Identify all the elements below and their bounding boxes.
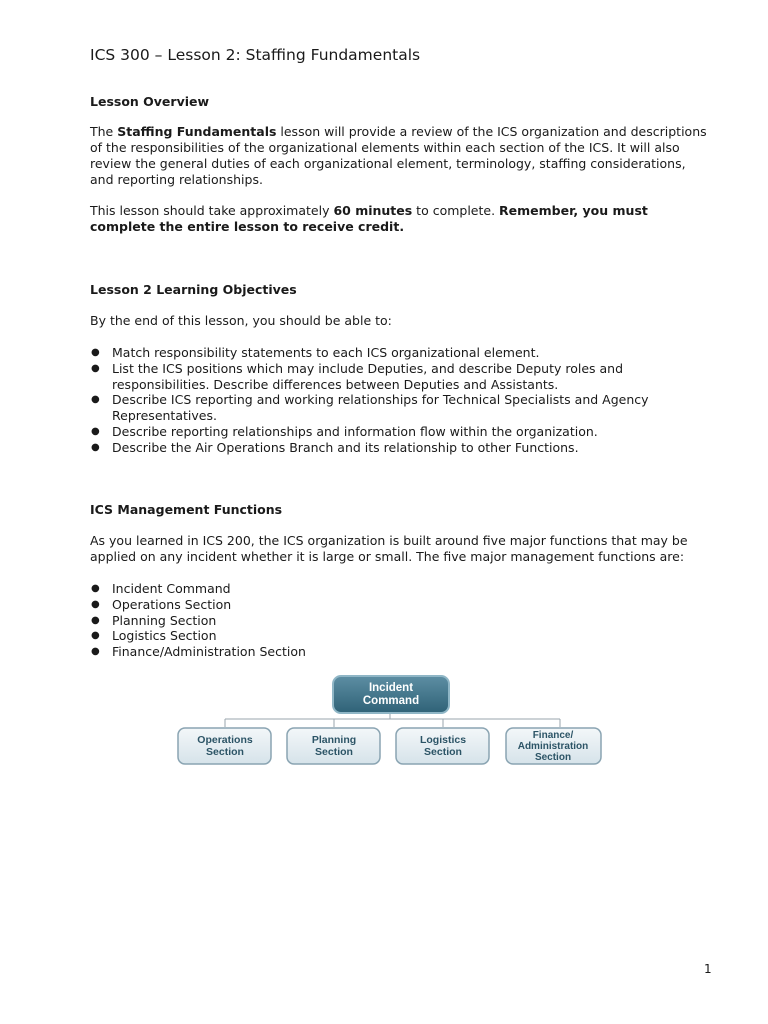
finance-administration-section-label: Finance/ xyxy=(532,730,574,741)
management-intro: As you learned in ICS 200, the ICS organization is built around five major functions that may be applied on any incident whether it is large or small. The five major management functions are: xyxy=(90,533,688,564)
overview-paragraph xyxy=(90,124,710,188)
finance-administration-section-label: Administration xyxy=(517,741,589,752)
objectives-list xyxy=(90,345,710,456)
list-item-text: Logistics Section xyxy=(112,628,217,644)
bullet-icon: ● xyxy=(91,347,100,358)
overview-text-rest: lesson will provide a review of the ICS organization and descriptions of the responsibilities of the organizational elements within each section of the ICS. It will also review the general duties of each organizational element, terminology, staffing considerations, and reporting relationships. xyxy=(90,124,707,187)
list-item xyxy=(90,644,710,660)
management-functions-list xyxy=(90,581,710,660)
incident-command-label: Command xyxy=(362,695,420,707)
objectives-intro: By the end of this lesson, you should be able to: xyxy=(90,313,392,328)
list-item-text: Describe ICS reporting and working relationships for Technical Specialists and Agency Representatives. xyxy=(112,392,649,424)
list-item-text: Finance/Administration Section xyxy=(112,644,306,660)
list-item-text: Match responsibility statements to each ICS organizational element. xyxy=(112,345,540,360)
finance-administration-section-label: Section xyxy=(534,752,572,763)
list-item xyxy=(90,424,710,440)
planning-section-label: Section xyxy=(315,746,353,758)
list-item xyxy=(90,628,710,644)
list-item xyxy=(90,345,710,361)
management-functions-heading: ICS Management Functions xyxy=(90,502,283,517)
bullet-icon: ● xyxy=(91,583,100,594)
incident-command-label: Incident xyxy=(368,682,414,694)
page-number: 1 xyxy=(704,962,712,976)
list-item xyxy=(90,613,710,629)
bullet-icon: ● xyxy=(91,630,100,642)
duration-text-start: This lesson should take approximately xyxy=(90,203,334,218)
bullet-icon: ● xyxy=(91,441,100,453)
list-item xyxy=(90,361,710,393)
list-item-text: Incident Command xyxy=(112,581,231,596)
bullet-icon: ● xyxy=(91,394,100,406)
learning-objectives-heading: Lesson 2 Learning Objectives xyxy=(90,282,297,297)
list-item xyxy=(90,440,710,456)
list-item xyxy=(90,392,710,424)
ics-org-chart xyxy=(175,674,605,769)
lesson-overview-heading: Lesson Overview xyxy=(90,94,210,109)
bullet-icon: ● xyxy=(91,614,100,626)
list-item xyxy=(90,597,710,613)
logistics-section-label: Section xyxy=(424,746,462,758)
duration-text-mid: to complete. xyxy=(412,203,500,218)
list-item-text: List the ICS positions which may include Deputies, and describe Deputy roles and responsibilities. Describe differences between Deputies and Assistants. xyxy=(112,360,624,392)
overview-lesson-name: Staffing Fundamentals xyxy=(117,124,277,139)
operations-section-label: Section xyxy=(206,746,244,758)
list-item-text: Describe reporting relationships and information flow within the organization. xyxy=(112,423,598,439)
bullet-icon: ● xyxy=(91,598,100,610)
duration-paragraph xyxy=(90,203,710,235)
logistics-section-label: Logistics xyxy=(419,734,467,746)
bullet-icon: ● xyxy=(91,425,100,437)
duration-value: 60 minutes xyxy=(333,203,413,218)
list-item-text: Operations Section xyxy=(112,596,232,612)
list-item-text: Describe the Air Operations Branch and its relationship to other Functions. xyxy=(112,439,579,455)
document-title: ICS 300 – Lesson 2: Staffing Fundamentals xyxy=(90,46,421,64)
list-item-text: Planning Section xyxy=(112,612,217,628)
planning-section-label: Planning xyxy=(311,734,357,746)
operations-section-label: Operations xyxy=(197,734,253,746)
bullet-icon: ● xyxy=(91,646,100,658)
overview-text-start: The xyxy=(90,124,118,139)
list-item xyxy=(90,581,710,597)
credit-reminder: Remember, you must complete the entire lesson to receive credit. xyxy=(90,203,648,234)
bullet-icon: ● xyxy=(91,362,100,374)
